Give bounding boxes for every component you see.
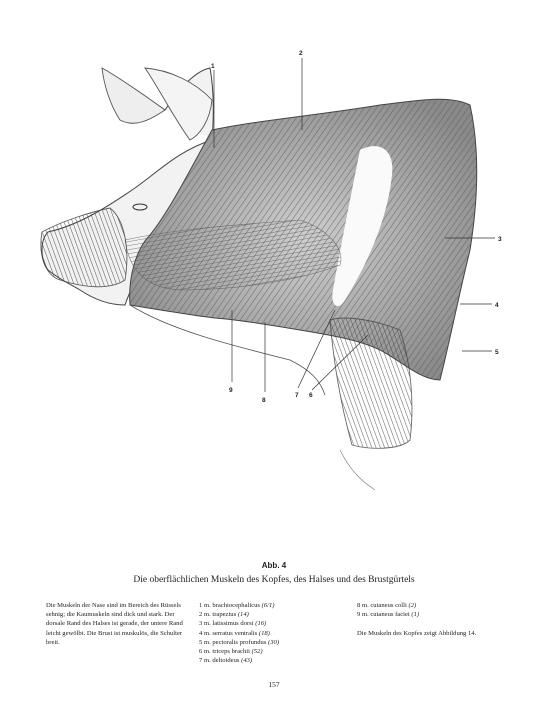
callout-5: 5 [495, 349, 499, 356]
figure-number: Abb. 4 [261, 561, 287, 570]
callout-4: 4 [495, 302, 499, 309]
snout [41, 208, 127, 287]
legend-item: 8 m. cutaneus colli (2) [357, 602, 417, 609]
callout-7: 7 [295, 392, 299, 399]
page-number: 157 [268, 680, 280, 689]
callout-2: 2 [299, 50, 303, 57]
callout-1: 1 [211, 63, 215, 70]
legend-item: 5 m. pectoralis profundus (30) [199, 638, 280, 646]
legend-list-right [357, 601, 497, 638]
figure-title: Die oberflächlichen Muskeln des Kopfes, des Halses und des Brustgürtels [133, 575, 415, 585]
cross-reference-note: Die Muskeln des Kopfes zeigt Abbildung 14. [357, 629, 477, 637]
legend-list-left [199, 601, 349, 665]
callout-9: 9 [229, 387, 233, 394]
callout-6: 6 [309, 392, 313, 399]
legend-item: 1 m. brachiocephalicus (6/1) [199, 602, 275, 609]
legend-item: 3 m. latissimus dorsi (16) [199, 620, 267, 628]
legend-item: 9 m. cutaneus faciei (1) [357, 611, 420, 619]
callout-8: 8 [262, 397, 266, 404]
forelimb [330, 318, 412, 448]
figure-description: Die Muskeln der Nase sind im Bereich des Rüssels sehnig; die Kaumuskeln sind dick und stark. Der dorsale Rand des Halses ist gerade, der untere Rand leicht gewölbt. Die Brust ist muskulös, die Schulter breit. [46, 602, 183, 646]
callout-3: 3 [498, 236, 502, 243]
legend-item: 7 m. deltoideus (43) [199, 657, 253, 665]
legend-item: 6 m. triceps brachii (52) [199, 648, 263, 656]
legend-item: 4 m. serratus ventralis (18) [199, 629, 270, 637]
legend-item: 2 m. trapezius (14) [199, 611, 249, 619]
